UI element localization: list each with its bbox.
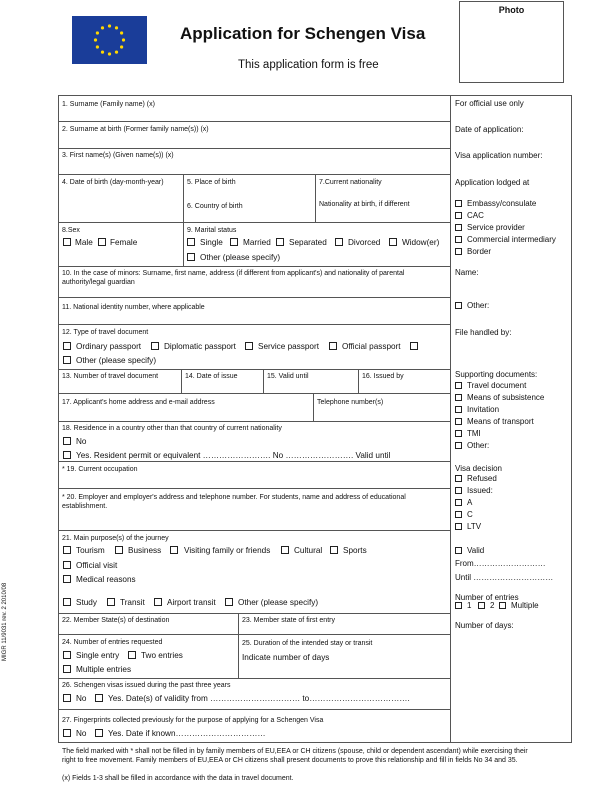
residence-yes-label: Yes. Resident permit or equivalent ……………………. No ……………………. Valid until xyxy=(76,451,391,460)
footnote-line1: The field marked with * shall not be filled in by family members of EU,EEA or CH citizens (spouse, child or dependent ascendant) while exercising their xyxy=(62,748,528,755)
lodged-service-provider-checkbox[interactable] xyxy=(455,224,462,231)
support-invitation-label: Invitation xyxy=(467,405,500,414)
field-21-label: 21. Main purpose(s) of the journey xyxy=(62,535,169,542)
marital-married-label: Married xyxy=(243,238,271,247)
purpose-official-checkbox[interactable] xyxy=(63,561,71,569)
lodged-cac-checkbox[interactable] xyxy=(455,212,462,219)
purpose-study-checkbox[interactable] xyxy=(63,598,71,606)
sex-female-checkbox[interactable] xyxy=(98,238,106,246)
official-header: For official use only xyxy=(455,99,524,108)
lodged-cac-label: CAC xyxy=(467,211,484,220)
decision-valid-checkbox[interactable] xyxy=(455,547,462,554)
doc-ordinary-checkbox[interactable] xyxy=(63,342,71,350)
support-tmi-label: TMI xyxy=(467,429,481,438)
support-travel-doc-checkbox[interactable] xyxy=(455,382,462,389)
decision-refused-label: Refused xyxy=(467,474,497,483)
field-25-sub-label: Indicate number of days xyxy=(242,653,330,662)
support-other-checkbox[interactable] xyxy=(455,442,462,449)
field-3-label: 3. First name(s) (Given name(s)) (x) xyxy=(62,152,174,159)
fingerprint-yes-checkbox[interactable] xyxy=(95,729,103,737)
decision-issued-checkbox[interactable] xyxy=(455,487,462,494)
purpose-medical-checkbox[interactable] xyxy=(63,575,71,583)
decision-c-checkbox[interactable] xyxy=(455,511,462,518)
official-date-application: Date of application: xyxy=(455,125,524,134)
doc-other-checkbox[interactable] xyxy=(63,356,71,364)
field-1-label: 1. Surname (Family name) (x) xyxy=(62,101,155,108)
support-other-label: Other: xyxy=(467,441,490,450)
schengen-yes-label: Yes. Date(s) of validity from …………………………… to………………………………. xyxy=(108,694,410,703)
purpose-tourism-label: Tourism xyxy=(76,546,105,555)
marital-divorced-label: Divorced xyxy=(348,238,381,247)
fingerprint-no-label: No xyxy=(76,729,87,738)
doc-other-label: Other (please specify) xyxy=(76,356,157,365)
purpose-business-checkbox[interactable] xyxy=(115,546,123,554)
fingerprint-yes-label: Yes. Date if known…………………………… xyxy=(108,729,266,738)
purpose-family-label: Visiting family or friends xyxy=(184,546,271,555)
field-13-label: 13. Number of travel document xyxy=(62,373,159,380)
official-handled-by: File handled by: xyxy=(455,328,512,337)
lodged-border-label: Border xyxy=(467,247,492,256)
entries-multiple-official-checkbox[interactable] xyxy=(499,602,506,609)
field-27-label: 27. Fingerprints collected previously for the purpose of applying for a Schengen Visa xyxy=(62,717,324,724)
purpose-sports-label: Sports xyxy=(343,546,367,555)
field-5-label: 5. Place of birth xyxy=(187,179,236,186)
fingerprint-no-checkbox[interactable] xyxy=(63,729,71,737)
decision-ltv-label: LTV xyxy=(467,522,482,531)
marital-married-checkbox[interactable] xyxy=(230,238,238,246)
marital-other-checkbox[interactable] xyxy=(187,253,195,261)
decision-c-label: C xyxy=(467,510,473,519)
official-name-label: Name: xyxy=(455,268,479,277)
sex-male-checkbox[interactable] xyxy=(63,238,71,246)
valid-from-label: From……………………… xyxy=(455,559,546,568)
photo-label: Photo xyxy=(498,5,525,15)
entries-multiple-checkbox[interactable] xyxy=(63,665,71,673)
support-tmi-checkbox[interactable] xyxy=(455,430,462,437)
form-code: MIGR 11/9031 rev. 2 2010/08 xyxy=(2,582,8,661)
decision-issued-label: Issued: xyxy=(467,486,493,495)
eu-flag-icon xyxy=(72,16,147,64)
sex-female-label: Female xyxy=(110,238,138,247)
purpose-sports-checkbox[interactable] xyxy=(330,546,338,554)
doc-ordinary-label: Ordinary passport xyxy=(76,342,142,351)
doc-extra-checkbox[interactable] xyxy=(410,342,418,350)
page-title: Application for Schengen Visa xyxy=(180,24,426,43)
official-number-days: Number of days: xyxy=(455,621,514,630)
schengen-no-checkbox[interactable] xyxy=(63,694,71,702)
page-subtitle: This application form is free xyxy=(238,59,379,71)
field-6-label: 6. Country of birth xyxy=(187,203,243,210)
field-15-label: 15. Valid until xyxy=(267,373,309,380)
column-divider xyxy=(450,95,451,743)
doc-service-label: Service passport xyxy=(258,342,319,351)
lodged-border-checkbox[interactable] xyxy=(455,248,462,255)
field-20-label-line1: * 20. Employer and employer's address and telephone number. For students, name and address of educational xyxy=(62,494,406,501)
purpose-airport-label: Airport transit xyxy=(167,598,216,607)
sex-male-label: Male xyxy=(75,238,93,247)
field-16-label: 16. Issued by xyxy=(362,373,404,380)
schengen-yes-checkbox[interactable] xyxy=(95,694,103,702)
support-transport-checkbox[interactable] xyxy=(455,418,462,425)
lodged-commercial-label: Commercial intermediary xyxy=(467,235,556,244)
purpose-airport-checkbox[interactable] xyxy=(154,598,162,606)
entries-multiple-official-label: Multiple xyxy=(511,601,539,610)
field-17-tel-label: Telephone number(s) xyxy=(317,399,384,406)
official-supporting-docs: Supporting documents: xyxy=(455,370,538,379)
entries-single-checkbox[interactable] xyxy=(63,651,71,659)
purpose-medical-label: Medical reasons xyxy=(76,575,136,584)
footnote-line2: right to free movement. Family members of EU,EEA or CH citizens shall present documents to prove this relationship and fill in fields No 34 and 35. xyxy=(62,757,518,764)
marital-divorced-checkbox[interactable] xyxy=(335,238,343,246)
official-visa-decision: Visa decision xyxy=(455,464,502,473)
schengen-no-label: No xyxy=(76,694,87,703)
marital-widow-label: Widow(er) xyxy=(402,238,440,247)
field-8-label: 8.Sex xyxy=(62,227,80,234)
marital-separated-label: Separated xyxy=(289,238,327,247)
support-travel-doc-label: Travel document xyxy=(467,381,527,390)
doc-official-checkbox[interactable] xyxy=(329,342,337,350)
entries-1-label: 1 xyxy=(467,601,472,610)
entries-2-checkbox[interactable] xyxy=(478,602,485,609)
marital-single-label: Single xyxy=(200,238,223,247)
entries-1-checkbox[interactable] xyxy=(455,602,462,609)
field-12-label: 12. Type of travel document xyxy=(62,329,149,336)
official-lodged-at: Application lodged at xyxy=(455,178,530,187)
lodged-service-provider-label: Service provider xyxy=(467,223,525,232)
field-14-label: 14. Date of issue xyxy=(185,373,238,380)
field-7-label: 7.Current nationality xyxy=(319,179,382,186)
lodged-other-label: Other: xyxy=(467,301,490,310)
purpose-study-label: Study xyxy=(76,598,97,607)
support-subsistence-checkbox[interactable] xyxy=(455,394,462,401)
official-number-entries: Number of entries xyxy=(455,593,519,602)
entries-two-checkbox[interactable] xyxy=(128,651,136,659)
official-visa-app-number: Visa application number: xyxy=(455,151,543,160)
footnote-x: (x) Fields 1-3 shall be filled in accordance with the data in travel document. xyxy=(62,775,294,782)
entries-single-label: Single entry xyxy=(76,651,120,660)
doc-service-checkbox[interactable] xyxy=(245,342,253,350)
entries-2-label: 2 xyxy=(490,601,495,610)
purpose-transit-label: Transit xyxy=(120,598,145,607)
field-17-label: 17. Applicant's home address and e-mail address xyxy=(62,399,215,406)
lodged-embassy-checkbox[interactable] xyxy=(455,200,462,207)
field-10-label-line1: 10. In the case of minors: Surname, first name, address (if different from applicant's) and nationality of parental xyxy=(62,270,405,277)
support-invitation-checkbox[interactable] xyxy=(455,406,462,413)
residence-no-checkbox[interactable] xyxy=(63,437,71,445)
valid-until-label: Until ………………………… xyxy=(455,573,554,582)
photo-box[interactable] xyxy=(459,1,564,83)
purpose-family-checkbox[interactable] xyxy=(170,546,178,554)
purpose-cultural-label: Cultural xyxy=(294,546,323,555)
decision-refused-checkbox[interactable] xyxy=(455,475,462,482)
field-7b-label: Nationality at birth, if different xyxy=(319,201,410,208)
field-19-label: * 19. Current occupation xyxy=(62,466,138,473)
purpose-official-label: Official visit xyxy=(76,561,118,570)
purpose-other-checkbox[interactable] xyxy=(225,598,233,606)
field-22-label: 22. Member State(s) of destination xyxy=(62,617,170,624)
purpose-tourism-checkbox[interactable] xyxy=(63,546,71,554)
marital-separated-checkbox[interactable] xyxy=(276,238,284,246)
field-2-label: 2. Surname at birth (Former family name(s)) (x) xyxy=(62,126,209,133)
support-subsistence-label: Means of subsistence xyxy=(467,393,545,402)
field-24-label: 24. Number of entries requested xyxy=(62,639,163,646)
marital-widow-checkbox[interactable] xyxy=(389,238,397,246)
decision-ltv-checkbox[interactable] xyxy=(455,523,462,530)
field-11-label: 11. National identity number, where applicable xyxy=(62,304,205,311)
lodged-other-checkbox[interactable] xyxy=(455,302,462,309)
lodged-embassy-label: Embassy/consulate xyxy=(467,199,537,208)
purpose-other-label: Other (please specify) xyxy=(238,598,319,607)
field-9-label: 9. Marital status xyxy=(187,227,237,234)
field-25-label: 25. Duration of the intended stay or transit xyxy=(242,640,373,647)
support-transport-label: Means of transport xyxy=(467,417,534,426)
lodged-commercial-checkbox[interactable] xyxy=(455,236,462,243)
field-18-label: 18. Residence in a country other than that country of current nationality xyxy=(62,425,282,432)
field-4-label: 4. Date of birth (day-month-year) xyxy=(62,179,164,186)
marital-other-label: Other (please specify) xyxy=(200,253,281,262)
doc-diplomatic-label: Diplomatic passport xyxy=(164,342,236,351)
field-20-label-line2: establishment. xyxy=(62,503,108,510)
decision-a-label: A xyxy=(467,498,473,507)
field-26-label: 26. Schengen visas issued during the past three years xyxy=(62,682,231,689)
residence-yes-checkbox[interactable] xyxy=(63,451,71,459)
doc-official-label: Official passport xyxy=(342,342,401,351)
entries-two-label: Two entries xyxy=(141,651,183,660)
field-23-label: 23. Member state of first entry xyxy=(242,617,335,624)
doc-diplomatic-checkbox[interactable] xyxy=(151,342,159,350)
field-10-label-line2: authority/legal guardian xyxy=(62,279,135,286)
purpose-cultural-checkbox[interactable] xyxy=(281,546,289,554)
decision-valid-label: Valid xyxy=(467,546,485,555)
purpose-business-label: Business xyxy=(128,546,162,555)
marital-single-checkbox[interactable] xyxy=(187,238,195,246)
decision-a-checkbox[interactable] xyxy=(455,499,462,506)
purpose-transit-checkbox[interactable] xyxy=(107,598,115,606)
entries-multiple-label: Multiple entries xyxy=(76,665,132,674)
residence-no-label: No xyxy=(76,437,87,446)
